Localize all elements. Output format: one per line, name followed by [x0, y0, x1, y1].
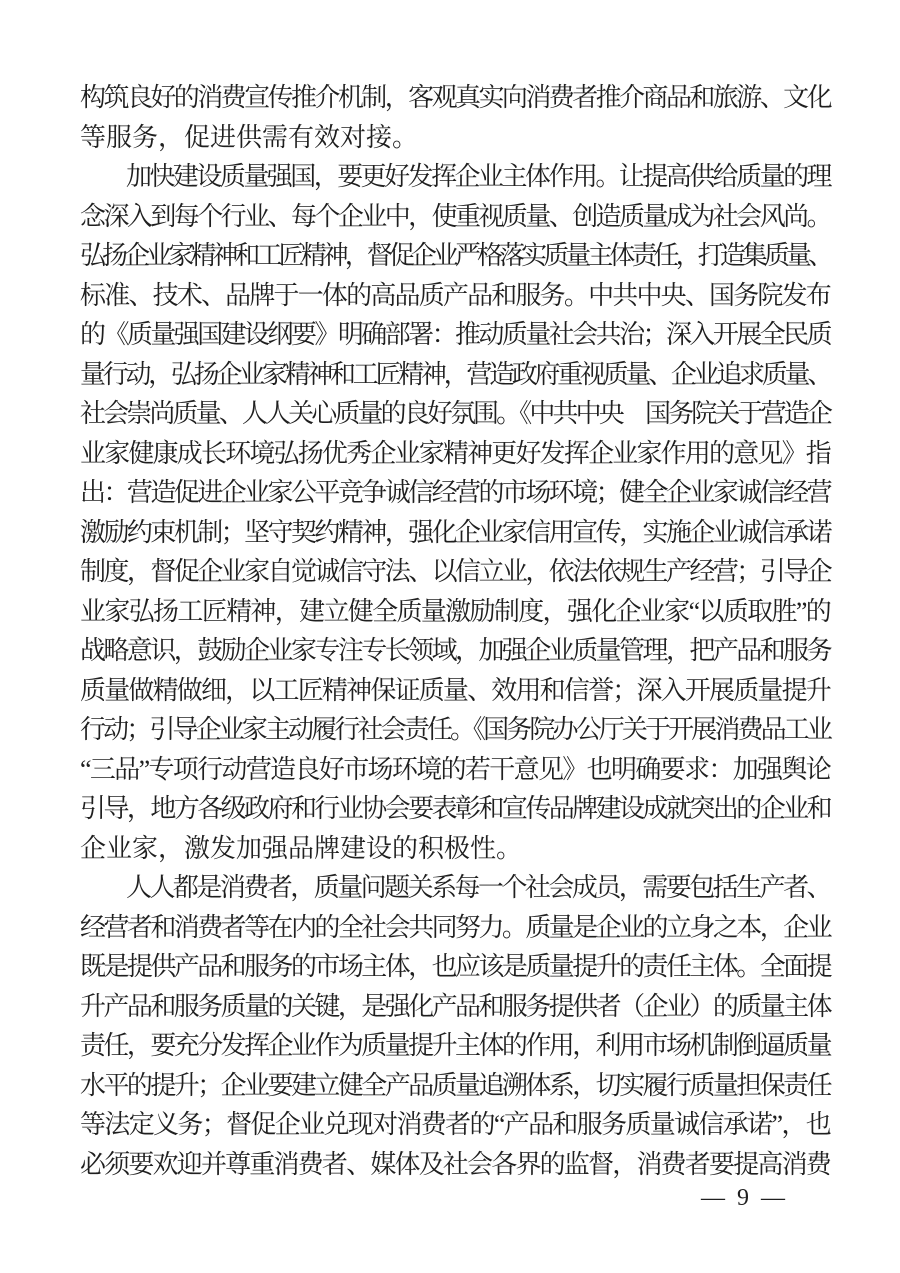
text-line: 引导，地方各级政府和行业协会要表彰和宣传品牌建设成就突出的企业和 [80, 794, 831, 823]
text-line: 出：营造促进企业家公平竞争诚信经营的市场环境；健全企业家诚信经营 [80, 478, 831, 507]
text-line: 责任，要充分发挥企业作为质量提升主体的作用，利用市场机制倒逼质量 [80, 1031, 831, 1060]
text-line: 的《质量强国建设纲要》明确部署：推动质量社会共治；深入开展全民质 [80, 320, 831, 349]
text-line: 加快建设质量强国，要更好发挥企业主体作用。让提高供给质量的理 [126, 162, 831, 191]
text-line: 标准、技术、品牌于一体的高品质产品和服务。中共中央、国务院发布 [80, 280, 831, 310]
text-line: 等法定义务；督促企业兑现对消费者的“产品和服务质量诚信承诺”，也 [80, 1110, 831, 1139]
text-line: 人人都是消费者，质量问题关系每一个社会成员，需要包括生产者、 [126, 873, 831, 902]
text-line: 企业家，激发加强品牌建设的积极性。 [80, 833, 523, 863]
text-line: 必须要欢迎并尊重消费者、媒体及社会各界的监督，消费者要提高消费 [80, 1149, 831, 1179]
text-line: 念深入到每个行业、每个企业中，使重视质量、创造质量成为社会风尚。 [80, 201, 831, 231]
text-line: 制度，督促企业家自觉诚信守法、以信立业，依法依规生产经营；引导企 [80, 557, 831, 586]
text-line: 等服务，促进供需有效对接。 [80, 122, 419, 152]
text-line: 既是提供产品和服务的市场主体，也应该是质量提升的责任主体。全面提 [80, 952, 831, 981]
text-line: 激励约束机制；坚守契约精神，强化企业家信用宣传，实施企业诚信承诺 [80, 517, 831, 547]
paragraph [80, 157, 830, 868]
text-line: 质量做精做细，以工匠精神保证质量、效用和信誉；深入开展质量提升 [80, 675, 831, 705]
text-line: 水平的提升；企业要建立健全产品质量追溯体系，切实履行质量担保责任 [80, 1070, 831, 1100]
page-number: — 9 — [701, 1185, 788, 1211]
text-line: 弘扬企业家精神和工匠精神，督促企业严格落实质量主体责任，打造集质量、 [80, 241, 831, 270]
text-line: 升产品和服务质量的关键，是强化产品和服务提供者（企业）的质量主体 [80, 991, 831, 1021]
text-line: 业家弘扬工匠精神，建立健全质量激励制度，强化企业家“以质取胜”的 [80, 596, 831, 626]
document-text [80, 78, 830, 1184]
paragraph [80, 868, 830, 1184]
text-line: 经营者和消费者等在内的全社会共同努力。质量是企业的立身之本，企业 [80, 912, 831, 942]
text-line: 量行动，弘扬企业家精神和工匠精神，营造政府重视质量、企业追求质量、 [80, 359, 831, 389]
text-line: 社会崇尚质量、人人关心质量的良好氛围。《中共中央 国务院关于营造企 [80, 399, 831, 428]
paragraph [80, 78, 830, 157]
text-line: 行动；引导企业家主动履行社会责任。《国务院办公厅关于开展消费品工业 [80, 715, 831, 744]
text-line: 战略意识，鼓励企业家专注专长领域，加强企业质量管理，把产品和服务 [80, 636, 831, 665]
text-line: “三品”专项行动营造良好市场环境的若干意见》也明确要求：加强舆论 [80, 754, 831, 784]
text-line: 构筑良好的消费宣传推介机制，客观真实向消费者推介商品和旅游、文化 [80, 83, 831, 112]
text-line: 业家健康成长环境弘扬优秀企业家精神更好发挥企业家作用的意见》指 [80, 438, 831, 468]
